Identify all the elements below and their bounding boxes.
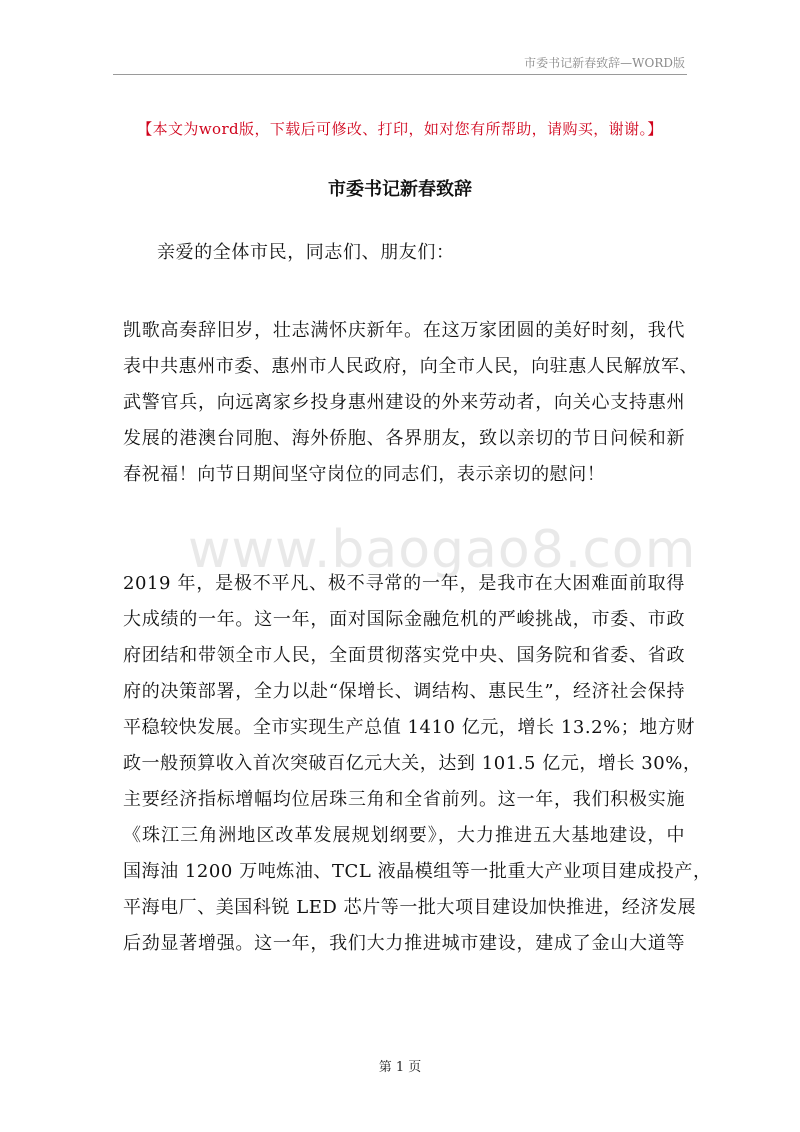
paragraph-line: 大成绩的一年。这一年，面对国际金融危机的严峻挑战，市委、市政 [123, 609, 685, 630]
paragraph-line: 平稳较快发展。全市实现生产总值 1410 亿元，增长 13.2%；地方财 [123, 717, 695, 738]
paragraph-line: 主要经济指标增幅均位居珠三角和全省前列。这一年，我们积极实施 [123, 789, 685, 810]
header-divider [113, 74, 687, 75]
paragraph-line: 春祝福！向节日期间坚守岗位的同志们，表示亲切的慰问！ [123, 464, 606, 485]
paragraph-line: 武警官兵，向远离家乡投身惠州建设的外来劳动者，向关心支持惠州 [123, 392, 685, 413]
running-header: 市委书记新春致辞—WORD版 [524, 56, 685, 70]
page-number: 第 1 页 [378, 1060, 422, 1075]
paragraph-line: 《珠江三角洲地区改革发展规划纲要》，大力推进五大基地建设，中 [123, 825, 685, 846]
paragraph-line: 政一般预算收入首次突破百亿元大关，达到 101.5 亿元，增长 30%， [123, 753, 702, 774]
paragraph-year-review [123, 566, 712, 962]
paragraph-line: 后劲显著增强。这一年，我们大力推进城市建设，建成了金山大道等 [123, 933, 685, 954]
paragraph-line: 发展的港澳台同胞、海外侨胞、各界朋友，致以亲切的节日问候和新 [123, 428, 685, 449]
watermark: www.baogao8.com [188, 520, 697, 580]
paragraph-line: 府的决策部署，全力以赴“保增长、调结构、惠民生”，经济社会保持 [123, 681, 685, 702]
paragraph-new-year-greeting [123, 313, 699, 493]
paragraph-line: 表中共惠州市委、惠州市人民政府，向全市人民，向驻惠人民解放军、 [123, 356, 699, 377]
paragraph-line: 国海油 1200 万吨炼油、TCL 液晶模组等一批重大产业项目建成投产， [123, 861, 712, 882]
document-title: 市委书记新春致辞 [328, 179, 472, 200]
purchase-notice: 【本文为word版，下载后可修改、打印，如对您有所帮助，请购买，谢谢。】 [137, 120, 663, 138]
paragraph-line: 凯歌高奏辞旧岁，壮志满怀庆新年。在这万家团圆的美好时刻，我代 [123, 320, 685, 341]
paragraph-line: 府团结和带领全市人民，全面贯彻落实党中央、国务院和省委、省政 [123, 645, 685, 666]
paragraph-line: 2019 年，是极不平凡、极不寻常的一年，是我市在大困难面前取得 [123, 573, 685, 594]
salutation: 亲爱的全体市民，同志们、朋友们： [157, 242, 455, 263]
paragraph-line: 平海电厂、美国科锐 LED 芯片等一批大项目建设加快推进，经济发展 [123, 897, 697, 918]
